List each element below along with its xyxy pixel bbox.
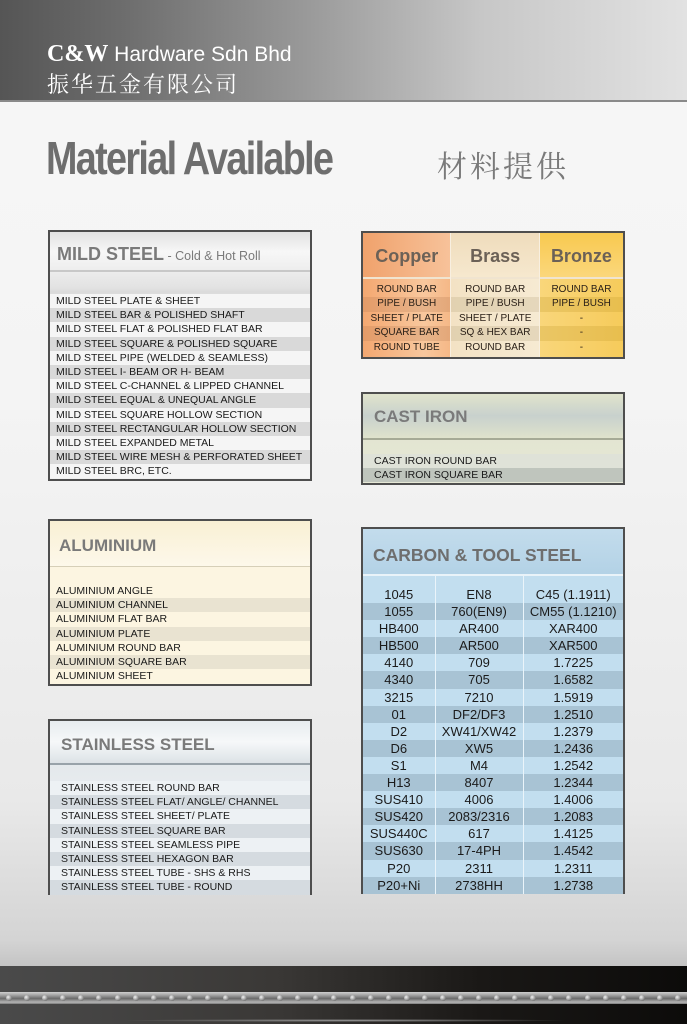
rivet-icon — [566, 995, 572, 1001]
table-cell: D2 — [363, 723, 435, 740]
table-cell: 1.4006 — [523, 791, 623, 808]
table-cell: 3215 — [363, 689, 435, 706]
table-row — [363, 791, 623, 808]
list-item: STAINLESS STEEL SHEET/ PLATE — [50, 809, 310, 823]
carbon-tool-steel-title: CARBON & TOOL STEEL — [373, 545, 582, 565]
table-cell: 1.2379 — [523, 723, 623, 740]
aluminium-panel — [48, 519, 312, 686]
table-row — [363, 706, 623, 723]
table-cell: 1.4125 — [523, 825, 623, 842]
brass-item: ROUND BAR — [465, 341, 526, 353]
rivet-icon — [78, 995, 84, 1001]
aluminium-list — [50, 584, 310, 683]
cast-iron-list — [363, 454, 623, 482]
rivet-icon — [6, 995, 12, 1001]
list-item: MILD STEEL SQUARE & POLISHED SQUARE — [50, 337, 310, 351]
rivet-icon — [458, 995, 464, 1001]
table-cell: 1.2311 — [523, 860, 623, 877]
rivet-icon — [151, 995, 157, 1001]
table-cell: 4006 — [435, 791, 523, 808]
rivet-icon — [115, 995, 121, 1001]
company-name — [47, 41, 292, 68]
copper-item: PIPE / BUSH — [363, 297, 450, 311]
carbon-tool-steel-table — [363, 576, 623, 894]
table-row — [363, 637, 623, 654]
table-row — [363, 877, 623, 894]
table-cell: SUS420 — [363, 808, 435, 825]
stainless-steel-header — [50, 721, 310, 765]
list-item: STAINLESS STEEL TUBE - SHS & RHS — [50, 866, 310, 880]
company-name-zh: 振华五金有限公司 — [47, 73, 240, 98]
list-item: MILD STEEL RECTANGULAR HOLLOW SECTION — [50, 422, 310, 436]
brass-item: SHEET / PLATE — [458, 312, 532, 324]
bronze-item: - — [579, 341, 584, 353]
rivet-icon — [187, 995, 193, 1001]
table-row — [363, 757, 623, 774]
copper-item: ROUND BAR — [376, 284, 437, 295]
table-cell: 760(EN9) — [435, 603, 523, 620]
list-item: MILD STEEL I- BEAM OR H- BEAM — [50, 365, 310, 379]
table-cell: 1045 — [363, 586, 435, 603]
mild-steel-header — [50, 232, 310, 272]
list-item: MILD STEEL PLATE & SHEET — [50, 294, 310, 308]
list-item: MILD STEEL C-CHANNEL & LIPPED CHANNEL — [50, 379, 310, 393]
list-item: STAINLESS STEEL ROUND BAR — [50, 781, 310, 795]
table-row — [363, 808, 623, 825]
table-cell: 1.7225 — [523, 654, 623, 671]
table-cell: 4340 — [363, 671, 435, 688]
list-item: MILD STEEL PIPE (WELDED & SEAMLESS) — [50, 351, 310, 365]
table-cell: 17-4PH — [435, 842, 523, 859]
table-cell: XW5 — [435, 740, 523, 757]
table-cell: 1.2436 — [523, 740, 623, 757]
carbon-tool-steel-header — [363, 529, 623, 576]
list-item: MILD STEEL EQUAL & UNEQUAL ANGLE — [50, 393, 310, 407]
rivet-icon — [259, 995, 265, 1001]
brass-item: PIPE / BUSH — [451, 297, 538, 311]
rivet-icon — [422, 995, 428, 1001]
list-item: STAINLESS STEEL HEXAGON BAR — [50, 852, 310, 866]
list-item: ALUMINIUM ROUND BAR — [50, 641, 310, 655]
table-cell: 1.4542 — [523, 842, 623, 859]
list-item: STAINLESS STEEL FLAT/ ANGLE/ CHANNEL — [50, 795, 310, 809]
brass-item: SQ & HEX BAR — [451, 326, 538, 340]
copper-column — [363, 233, 450, 357]
list-item: MILD STEEL FLAT & POLISHED FLAT BAR — [50, 322, 310, 336]
rivet-icon — [277, 995, 283, 1001]
header-banner — [0, 0, 687, 102]
table-row — [363, 654, 623, 671]
rivet-icon — [512, 995, 518, 1001]
rivet-icon — [133, 995, 139, 1001]
table-cell: 7210 — [435, 689, 523, 706]
brass-item: ROUND BAR — [465, 284, 526, 295]
table-row — [363, 689, 623, 706]
stainless-steel-panel — [48, 719, 312, 895]
rivet-icon — [476, 995, 482, 1001]
stainless-steel-list — [50, 781, 310, 895]
table-cell: 8407 — [435, 774, 523, 791]
cast-iron-title: CAST IRON — [374, 407, 468, 426]
table-cell: 1.2083 — [523, 808, 623, 825]
table-cell: 01 — [363, 706, 435, 723]
copper-brass-bronze-panel — [361, 231, 625, 359]
rivet-icon — [241, 995, 247, 1001]
table-cell: EN8 — [435, 586, 523, 603]
table-row — [363, 740, 623, 757]
rivet-icon — [657, 995, 663, 1001]
list-item: ALUMINIUM ANGLE — [50, 584, 310, 598]
rivet-icon — [585, 995, 591, 1001]
table-cell: 1.6582 — [523, 671, 623, 688]
table-cell: 1.2344 — [523, 774, 623, 791]
copper-item: ROUND TUBE — [373, 341, 440, 353]
aluminium-title: ALUMINIUM — [59, 536, 157, 555]
list-item: MILD STEEL EXPANDED METAL — [50, 436, 310, 450]
riveted-rail — [0, 992, 687, 1004]
cast-iron-panel — [361, 392, 625, 485]
rivet-icon — [205, 995, 211, 1001]
table-cell: H13 — [363, 774, 435, 791]
table-cell: XAR400 — [523, 620, 623, 637]
rivet-icon — [331, 995, 337, 1001]
carbon-tool-steel-panel — [361, 527, 625, 894]
page-title: Material Available — [46, 132, 333, 184]
table-cell: XW41/XW42 — [435, 723, 523, 740]
mild-steel-subtitle: - Cold & Hot Roll — [164, 249, 261, 263]
table-cell: P20 — [363, 860, 435, 877]
company-brand: C&W — [47, 41, 109, 67]
rivet-icon — [621, 995, 627, 1001]
table-row — [363, 671, 623, 688]
table-cell: 1.2510 — [523, 706, 623, 723]
list-item: CAST IRON SQUARE BAR — [363, 468, 623, 482]
bronze-header: Bronze — [540, 233, 623, 279]
list-item: ALUMINIUM CHANNEL — [50, 598, 310, 612]
table-row — [363, 860, 623, 877]
bronze-item: ROUND BAR — [551, 284, 612, 295]
table-cell: 617 — [435, 825, 523, 842]
list-item: ALUMINIUM SHEET — [50, 669, 310, 683]
list-item: CAST IRON ROUND BAR — [363, 454, 623, 468]
table-row — [363, 723, 623, 740]
company-name-text: Hardware Sdn Bhd — [114, 43, 292, 66]
table-row — [363, 603, 623, 620]
table-cell: 1055 — [363, 603, 435, 620]
list-item: MILD STEEL BRC, ETC. — [50, 464, 310, 478]
table-row — [363, 825, 623, 842]
list-item: ALUMINIUM SQUARE BAR — [50, 655, 310, 669]
table-cell: 4140 — [363, 654, 435, 671]
mild-steel-title: MILD STEEL — [57, 244, 164, 264]
table-cell: SUS440C — [363, 825, 435, 842]
rivet-icon — [386, 995, 392, 1001]
table-cell: 1.5919 — [523, 689, 623, 706]
table-cell: D6 — [363, 740, 435, 757]
table-cell: 709 — [435, 654, 523, 671]
table-cell: HB500 — [363, 637, 435, 654]
table-cell: SUS410 — [363, 791, 435, 808]
table-row — [363, 774, 623, 791]
table-cell: S1 — [363, 757, 435, 774]
rivet-icon — [675, 995, 681, 1001]
rivet-icon — [223, 995, 229, 1001]
table-cell: SUS630 — [363, 842, 435, 859]
bronze-item: - — [579, 312, 584, 324]
rivet-icon — [169, 995, 175, 1001]
copper-item: SQUARE BAR — [363, 326, 450, 340]
aluminium-header — [50, 521, 310, 567]
table-cell: 1.2738 — [523, 877, 623, 894]
table-cell: 2738HH — [435, 877, 523, 894]
table-cell: M4 — [435, 757, 523, 774]
table-cell: 2311 — [435, 860, 523, 877]
rivet-icon — [368, 995, 374, 1001]
rivet-icon — [530, 995, 536, 1001]
table-cell: DF2/DF3 — [435, 706, 523, 723]
bronze-item: - — [540, 326, 623, 340]
rivet-icon — [60, 995, 66, 1001]
list-item: MILD STEEL WIRE MESH & PERFORATED SHEET — [50, 450, 310, 464]
rivet-icon — [494, 995, 500, 1001]
rivet-icon — [603, 995, 609, 1001]
rivet-icon — [24, 995, 30, 1001]
table-row — [363, 620, 623, 637]
page-title-zh: 材料提供 — [437, 150, 569, 185]
table-cell: HB400 — [363, 620, 435, 637]
table-row — [363, 842, 623, 859]
rivet-icon — [295, 995, 301, 1001]
list-item: STAINLESS STEEL SEAMLESS PIPE — [50, 838, 310, 852]
list-item: MILD STEEL SQUARE HOLLOW SECTION — [50, 408, 310, 422]
table-cell: P20+Ni — [363, 877, 435, 894]
list-item: MILD STEEL BAR & POLISHED SHAFT — [50, 308, 310, 322]
mild-steel-list — [50, 294, 310, 478]
table-cell: C45 (1.1911) — [523, 586, 623, 603]
table-cell: 705 — [435, 671, 523, 688]
bronze-column — [540, 233, 623, 357]
list-item: STAINLESS STEEL SQUARE BAR — [50, 824, 310, 838]
rivet-icon — [548, 995, 554, 1001]
copper-item: SHEET / PLATE — [370, 312, 443, 324]
footer-glow — [120, 1019, 570, 1022]
table-cell: 2083/2316 — [435, 808, 523, 825]
table-row — [363, 586, 623, 603]
rivet-icon — [42, 995, 48, 1001]
stainless-steel-title: STAINLESS STEEL — [61, 735, 215, 754]
table-cell: AR400 — [435, 620, 523, 637]
list-item: ALUMINIUM PLATE — [50, 627, 310, 641]
table-cell: XAR500 — [523, 637, 623, 654]
bronze-item: PIPE / BUSH — [540, 297, 623, 311]
table-cell: CM55 (1.1210) — [523, 603, 623, 620]
table-cell: AR500 — [435, 637, 523, 654]
copper-header: Copper — [363, 233, 450, 279]
brass-column — [450, 233, 539, 357]
rivet-icon — [350, 995, 356, 1001]
mild-steel-panel — [48, 230, 312, 481]
table-cell: 1.2542 — [523, 757, 623, 774]
rivet-icon — [404, 995, 410, 1001]
rivet-icon — [313, 995, 319, 1001]
brass-header: Brass — [451, 233, 538, 279]
rivet-icon — [96, 995, 102, 1001]
list-item: ALUMINIUM FLAT BAR — [50, 612, 310, 626]
rivet-icon — [639, 995, 645, 1001]
rivet-icon — [440, 995, 446, 1001]
list-item: STAINLESS STEEL TUBE - ROUND — [50, 880, 310, 894]
cast-iron-header — [363, 394, 623, 440]
